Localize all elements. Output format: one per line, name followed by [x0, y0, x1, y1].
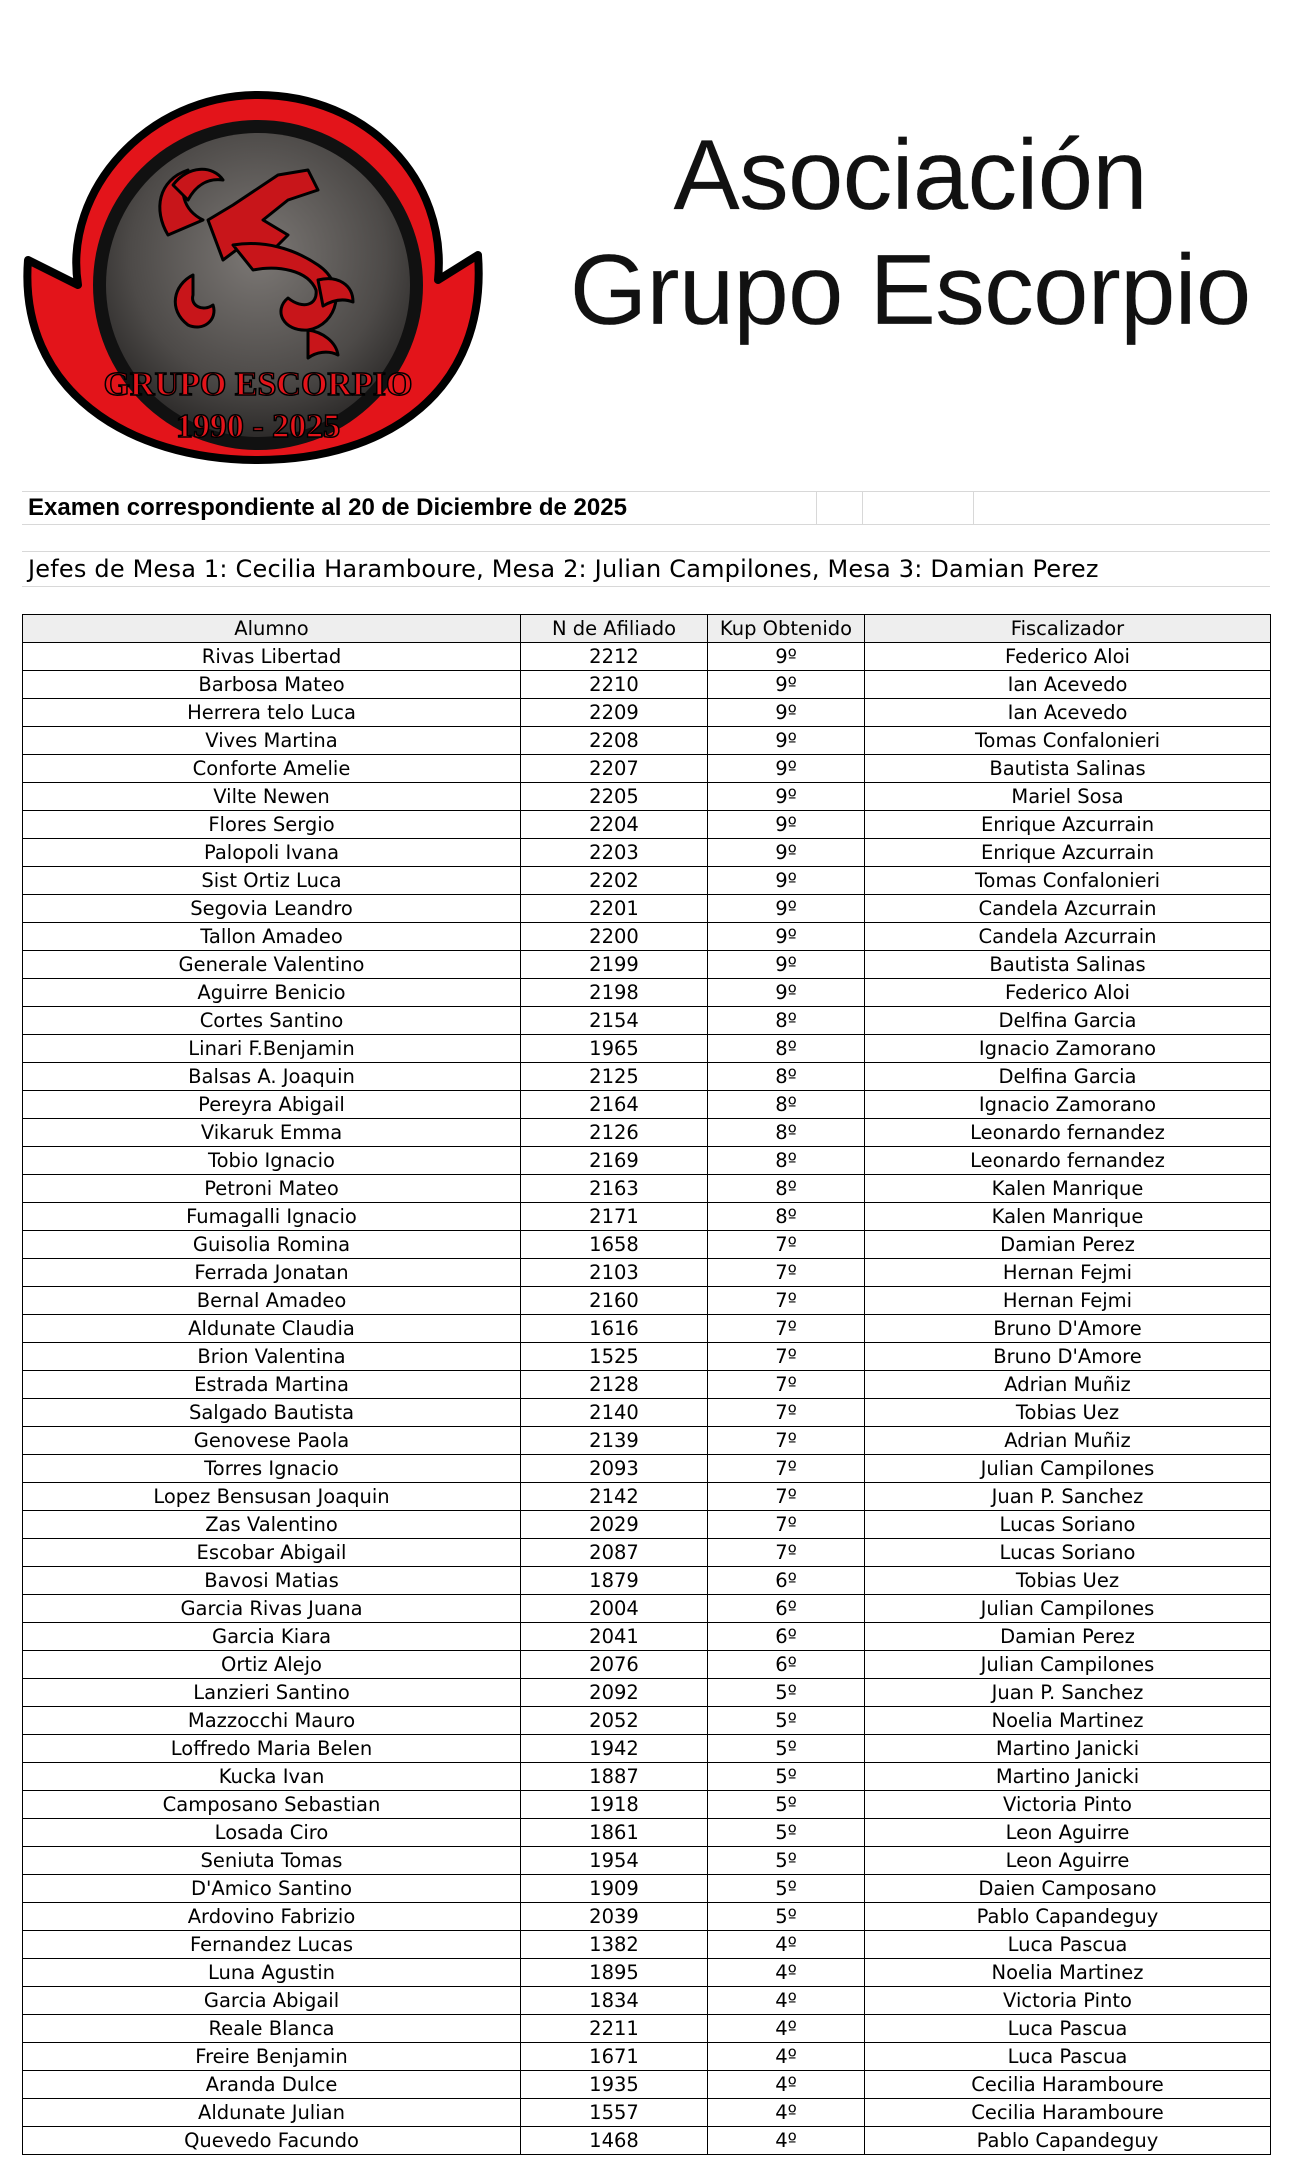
fiscalizador-cell: Cecilia Haramboure: [865, 2071, 1271, 2099]
fiscalizador-cell: Hernan Fejmi: [865, 1259, 1271, 1287]
fiscalizador-cell: Leonardo fernandez: [865, 1119, 1271, 1147]
kup-cell: 8º: [708, 1119, 865, 1147]
table-row: [23, 2099, 1271, 2127]
fiscalizador-cell: Julian Campilones: [865, 1651, 1271, 1679]
table-row: [23, 1315, 1271, 1343]
fiscalizador-cell: Candela Azcurrain: [865, 895, 1271, 923]
table-row: [23, 1427, 1271, 1455]
table-row: [23, 1259, 1271, 1287]
afiliado-cell: 2200: [521, 923, 708, 951]
kup-cell: 4º: [708, 2099, 865, 2127]
alumno-cell: Herrera telo Luca: [23, 699, 521, 727]
kup-cell: 5º: [708, 1763, 865, 1791]
afiliado-cell: 2209: [521, 699, 708, 727]
table-row: [23, 1091, 1271, 1119]
kup-cell: 5º: [708, 1735, 865, 1763]
fiscalizador-cell: Noelia Martinez: [865, 1959, 1271, 1987]
table-header-row: [23, 615, 1271, 643]
afiliado-cell: 2204: [521, 811, 708, 839]
afiliado-cell: 2199: [521, 951, 708, 979]
afiliado-cell: 2198: [521, 979, 708, 1007]
fiscalizador-cell: Luca Pascua: [865, 1931, 1271, 1959]
table-row: [23, 811, 1271, 839]
alumno-cell: Vikaruk Emma: [23, 1119, 521, 1147]
kup-cell: 7º: [708, 1511, 865, 1539]
table-row: [23, 2043, 1271, 2071]
fiscalizador-cell: Adrian Muñiz: [865, 1371, 1271, 1399]
afiliado-cell: 2039: [521, 1903, 708, 1931]
kup-cell: 5º: [708, 1875, 865, 1903]
table-row: [23, 1987, 1271, 2015]
kup-cell: 9º: [708, 755, 865, 783]
table-row: [23, 1707, 1271, 1735]
alumno-cell: Aldunate Julian: [23, 2099, 521, 2127]
fiscalizador-cell: Luca Pascua: [865, 2043, 1271, 2071]
afiliado-cell: 2142: [521, 1483, 708, 1511]
table-row: [23, 895, 1271, 923]
table-row: [23, 1819, 1271, 1847]
fiscalizador-cell: Ian Acevedo: [865, 671, 1271, 699]
afiliado-cell: 1954: [521, 1847, 708, 1875]
table-row: [23, 1931, 1271, 1959]
afiliado-cell: 2126: [521, 1119, 708, 1147]
table-row: [23, 2071, 1271, 2099]
alumno-cell: Lanzieri Santino: [23, 1679, 521, 1707]
alumno-cell: Balsas A. Joaquin: [23, 1063, 521, 1091]
afiliado-cell: 2160: [521, 1287, 708, 1315]
alumno-cell: Tallon Amadeo: [23, 923, 521, 951]
alumno-cell: Guisolia Romina: [23, 1231, 521, 1259]
kup-cell: 4º: [708, 2043, 865, 2071]
afiliado-cell: 2205: [521, 783, 708, 811]
table-row: [23, 1567, 1271, 1595]
afiliado-cell: 2052: [521, 1707, 708, 1735]
afiliado-cell: 1935: [521, 2071, 708, 2099]
kup-cell: 7º: [708, 1259, 865, 1287]
kup-cell: 8º: [708, 1147, 865, 1175]
table-row: [23, 643, 1271, 671]
kup-cell: 9º: [708, 839, 865, 867]
alumno-cell: Vives Martina: [23, 727, 521, 755]
alumno-cell: Luna Agustin: [23, 1959, 521, 1987]
table-row: [23, 699, 1271, 727]
fiscalizador-cell: Lucas Soriano: [865, 1539, 1271, 1567]
alumno-cell: Salgado Bautista: [23, 1399, 521, 1427]
table-row: [23, 1231, 1271, 1259]
table-row: [23, 727, 1271, 755]
title-line-1: Asociación: [673, 119, 1147, 231]
table-row: [23, 1511, 1271, 1539]
afiliado-cell: 1671: [521, 2043, 708, 2071]
afiliado-cell: 2092: [521, 1679, 708, 1707]
afiliado-cell: 2207: [521, 755, 708, 783]
kup-cell: 5º: [708, 1707, 865, 1735]
table-row: [23, 1035, 1271, 1063]
fiscalizador-cell: Bruno D'Amore: [865, 1343, 1271, 1371]
alumno-cell: D'Amico Santino: [23, 1875, 521, 1903]
table-row: [23, 1119, 1271, 1147]
afiliado-cell: 1861: [521, 1819, 708, 1847]
kup-cell: 4º: [708, 1987, 865, 2015]
fiscalizador-cell: Lucas Soriano: [865, 1511, 1271, 1539]
alumno-cell: Brion Valentina: [23, 1343, 521, 1371]
alumno-cell: Lopez Bensusan Joaquin: [23, 1483, 521, 1511]
alumno-cell: Vilte Newen: [23, 783, 521, 811]
kup-cell: 7º: [708, 1427, 865, 1455]
fiscalizador-cell: Damian Perez: [865, 1231, 1271, 1259]
header-fiscalizador: Fiscalizador: [865, 615, 1271, 643]
alumno-cell: Sist Ortiz Luca: [23, 867, 521, 895]
afiliado-cell: 2004: [521, 1595, 708, 1623]
kup-cell: 9º: [708, 951, 865, 979]
afiliado-cell: 2208: [521, 727, 708, 755]
table-row: [23, 2015, 1271, 2043]
table-row: [23, 1007, 1271, 1035]
table-row: [23, 1847, 1271, 1875]
afiliado-cell: 2202: [521, 867, 708, 895]
table-row: [23, 1371, 1271, 1399]
fiscalizador-cell: Cecilia Haramboure: [865, 2099, 1271, 2127]
fiscalizador-cell: Ian Acevedo: [865, 699, 1271, 727]
exam-title: Examen correspondiente al 20 de Diciembre de 2025: [22, 492, 817, 524]
alumno-cell: Linari F.Benjamin: [23, 1035, 521, 1063]
table-row: [23, 2127, 1271, 2155]
alumno-cell: Seniuta Tomas: [23, 1847, 521, 1875]
alumno-cell: Segovia Leandro: [23, 895, 521, 923]
alumno-cell: Camposano Sebastian: [23, 1791, 521, 1819]
logo-years: 1990 - 2025: [175, 408, 341, 445]
alumno-cell: Loffredo Maria Belen: [23, 1735, 521, 1763]
alumno-cell: Escobar Abigail: [23, 1539, 521, 1567]
kup-cell: 7º: [708, 1483, 865, 1511]
table-row: [23, 867, 1271, 895]
kup-cell: 9º: [708, 727, 865, 755]
afiliado-cell: 2139: [521, 1427, 708, 1455]
fiscalizador-cell: Ignacio Zamorano: [865, 1035, 1271, 1063]
afiliado-cell: 2125: [521, 1063, 708, 1091]
afiliado-cell: 2201: [521, 895, 708, 923]
fiscalizador-cell: Delfina Garcia: [865, 1007, 1271, 1035]
fiscalizador-cell: Tomas Confalonieri: [865, 867, 1271, 895]
kup-cell: 8º: [708, 1091, 865, 1119]
fiscalizador-cell: Leon Aguirre: [865, 1847, 1271, 1875]
afiliado-cell: 2041: [521, 1623, 708, 1651]
fiscalizador-cell: Enrique Azcurrain: [865, 839, 1271, 867]
alumno-cell: Reale Blanca: [23, 2015, 521, 2043]
alumno-cell: Garcia Abigail: [23, 1987, 521, 2015]
table-row: [23, 1203, 1271, 1231]
fiscalizador-cell: Tobias Uez: [865, 1567, 1271, 1595]
fiscalizador-cell: Kalen Manrique: [865, 1203, 1271, 1231]
alumno-cell: Aranda Dulce: [23, 2071, 521, 2099]
kup-cell: 6º: [708, 1623, 865, 1651]
table-row: [23, 1595, 1271, 1623]
table-row: [23, 1623, 1271, 1651]
table-row: [23, 1791, 1271, 1819]
kup-cell: 8º: [708, 1007, 865, 1035]
table-row: [23, 1539, 1271, 1567]
table-row: [23, 1735, 1271, 1763]
table-row: [23, 1483, 1271, 1511]
table-row: [23, 783, 1271, 811]
kup-cell: 5º: [708, 1847, 865, 1875]
fiscalizador-cell: Tobias Uez: [865, 1399, 1271, 1427]
table-row: [23, 1763, 1271, 1791]
table-row: [23, 1679, 1271, 1707]
afiliado-cell: 1616: [521, 1315, 708, 1343]
header-kup: Kup Obtenido: [708, 615, 865, 643]
kup-cell: 7º: [708, 1399, 865, 1427]
table-row: [23, 979, 1271, 1007]
kup-cell: 5º: [708, 1679, 865, 1707]
afiliado-cell: 2140: [521, 1399, 708, 1427]
kup-cell: 4º: [708, 2071, 865, 2099]
alumno-cell: Cortes Santino: [23, 1007, 521, 1035]
jefes-de-mesa: Jefes de Mesa 1: Cecilia Haramboure, Mesa 2: Julian Campilones, Mesa 3: Damian Perez: [22, 551, 1270, 586]
header-afiliado: N de Afiliado: [521, 615, 708, 643]
alumno-cell: Garcia Kiara: [23, 1623, 521, 1651]
afiliado-cell: 1965: [521, 1035, 708, 1063]
kup-cell: 9º: [708, 643, 865, 671]
fiscalizador-cell: Delfina Garcia: [865, 1063, 1271, 1091]
fiscalizador-cell: Julian Campilones: [865, 1595, 1271, 1623]
spacer-row: [22, 524, 1270, 551]
afiliado-cell: 1918: [521, 1791, 708, 1819]
alumno-cell: Kucka Ivan: [23, 1763, 521, 1791]
afiliado-cell: 2093: [521, 1455, 708, 1483]
empty-cell: [817, 492, 863, 524]
alumno-cell: Fumagalli Ignacio: [23, 1203, 521, 1231]
kup-cell: 6º: [708, 1651, 865, 1679]
afiliado-cell: 1658: [521, 1231, 708, 1259]
fiscalizador-cell: Bautista Salinas: [865, 951, 1271, 979]
association-title: [560, 118, 1260, 348]
alumno-cell: Zas Valentino: [23, 1511, 521, 1539]
fiscalizador-cell: Hernan Fejmi: [865, 1287, 1271, 1315]
alumno-cell: Genovese Paola: [23, 1427, 521, 1455]
alumno-cell: Tobio Ignacio: [23, 1147, 521, 1175]
kup-cell: 9º: [708, 699, 865, 727]
afiliado-cell: 2103: [521, 1259, 708, 1287]
kup-cell: 7º: [708, 1343, 865, 1371]
fiscalizador-cell: Federico Aloi: [865, 979, 1271, 1007]
kup-cell: 4º: [708, 2015, 865, 2043]
kup-cell: 8º: [708, 1035, 865, 1063]
kup-cell: 7º: [708, 1231, 865, 1259]
alumno-cell: Aldunate Claudia: [23, 1315, 521, 1343]
afiliado-cell: 2029: [521, 1511, 708, 1539]
afiliado-cell: 1887: [521, 1763, 708, 1791]
results-table: [22, 614, 1271, 2155]
fiscalizador-cell: Bruno D'Amore: [865, 1315, 1271, 1343]
kup-cell: 7º: [708, 1371, 865, 1399]
alumno-cell: Fernandez Lucas: [23, 1931, 521, 1959]
alumno-cell: Garcia Rivas Juana: [23, 1595, 521, 1623]
table-row: [23, 1343, 1271, 1371]
alumno-cell: Petroni Mateo: [23, 1175, 521, 1203]
table-row: [23, 839, 1271, 867]
afiliado-cell: 2154: [521, 1007, 708, 1035]
kup-cell: 9º: [708, 867, 865, 895]
table-row: [23, 1875, 1271, 1903]
fiscalizador-cell: Juan P. Sanchez: [865, 1483, 1271, 1511]
fiscalizador-cell: Luca Pascua: [865, 2015, 1271, 2043]
fiscalizador-cell: Victoria Pinto: [865, 1791, 1271, 1819]
kup-cell: 7º: [708, 1539, 865, 1567]
exam-sheet: [22, 491, 1270, 2155]
fiscalizador-cell: Pablo Capandeguy: [865, 1903, 1271, 1931]
kup-cell: 4º: [708, 1959, 865, 1987]
kup-cell: 5º: [708, 1791, 865, 1819]
alumno-cell: Bavosi Matias: [23, 1567, 521, 1595]
kup-cell: 9º: [708, 979, 865, 1007]
exam-title-row: [22, 491, 1270, 524]
kup-cell: 6º: [708, 1595, 865, 1623]
kup-cell: 5º: [708, 1903, 865, 1931]
fiscalizador-cell: Enrique Azcurrain: [865, 811, 1271, 839]
afiliado-cell: 1895: [521, 1959, 708, 1987]
afiliado-cell: 1468: [521, 2127, 708, 2155]
afiliado-cell: 1879: [521, 1567, 708, 1595]
alumno-cell: Barbosa Mateo: [23, 671, 521, 699]
kup-cell: 9º: [708, 671, 865, 699]
afiliado-cell: 1382: [521, 1931, 708, 1959]
alumno-cell: Ferrada Jonatan: [23, 1259, 521, 1287]
fiscalizador-cell: Pablo Capandeguy: [865, 2127, 1271, 2155]
alumno-cell: Ardovino Fabrizio: [23, 1903, 521, 1931]
afiliado-cell: 2169: [521, 1147, 708, 1175]
alumno-cell: Mazzocchi Mauro: [23, 1707, 521, 1735]
table-row: [23, 951, 1271, 979]
table-row: [23, 1175, 1271, 1203]
kup-cell: 4º: [708, 2127, 865, 2155]
alumno-cell: Flores Sergio: [23, 811, 521, 839]
afiliado-cell: 2171: [521, 1203, 708, 1231]
afiliado-cell: 2203: [521, 839, 708, 867]
afiliado-cell: 1557: [521, 2099, 708, 2127]
afiliado-cell: 2212: [521, 643, 708, 671]
spacer-row: [22, 586, 1270, 614]
table-row: [23, 1147, 1271, 1175]
kup-cell: 7º: [708, 1315, 865, 1343]
kup-cell: 5º: [708, 1819, 865, 1847]
fiscalizador-cell: Martino Janicki: [865, 1735, 1271, 1763]
table-row: [23, 923, 1271, 951]
logo-text: GRUPO ESCORPIO: [103, 366, 413, 403]
table-row: [23, 1287, 1271, 1315]
afiliado-cell: 2076: [521, 1651, 708, 1679]
table-row: [23, 1651, 1271, 1679]
kup-cell: 8º: [708, 1063, 865, 1091]
fiscalizador-cell: Martino Janicki: [865, 1763, 1271, 1791]
grupo-escorpio-logo: [18, 70, 483, 465]
fiscalizador-cell: Candela Azcurrain: [865, 923, 1271, 951]
kup-cell: 9º: [708, 895, 865, 923]
fiscalizador-cell: Bautista Salinas: [865, 755, 1271, 783]
kup-cell: 9º: [708, 783, 865, 811]
fiscalizador-cell: Leon Aguirre: [865, 1819, 1271, 1847]
kup-cell: 9º: [708, 923, 865, 951]
alumno-cell: Palopoli Ivana: [23, 839, 521, 867]
empty-cell: [863, 492, 974, 524]
fiscalizador-cell: Damian Perez: [865, 1623, 1271, 1651]
alumno-cell: Rivas Libertad: [23, 643, 521, 671]
fiscalizador-cell: Adrian Muñiz: [865, 1427, 1271, 1455]
afiliado-cell: 2163: [521, 1175, 708, 1203]
fiscalizador-cell: Federico Aloi: [865, 643, 1271, 671]
kup-cell: 7º: [708, 1455, 865, 1483]
fiscalizador-cell: Juan P. Sanchez: [865, 1679, 1271, 1707]
title-line-2: Grupo Escorpio: [569, 234, 1251, 346]
alumno-cell: Quevedo Facundo: [23, 2127, 521, 2155]
afiliado-cell: 2164: [521, 1091, 708, 1119]
alumno-cell: Bernal Amadeo: [23, 1287, 521, 1315]
table-row: [23, 671, 1271, 699]
table-row: [23, 1399, 1271, 1427]
afiliado-cell: 1525: [521, 1343, 708, 1371]
fiscalizador-cell: Kalen Manrique: [865, 1175, 1271, 1203]
kup-cell: 6º: [708, 1567, 865, 1595]
alumno-cell: Pereyra Abigail: [23, 1091, 521, 1119]
alumno-cell: Ortiz Alejo: [23, 1651, 521, 1679]
fiscalizador-cell: Victoria Pinto: [865, 1987, 1271, 2015]
fiscalizador-cell: Tomas Confalonieri: [865, 727, 1271, 755]
fiscalizador-cell: Ignacio Zamorano: [865, 1091, 1271, 1119]
afiliado-cell: 1909: [521, 1875, 708, 1903]
header-alumno: Alumno: [23, 615, 521, 643]
table-row: [23, 755, 1271, 783]
afiliado-cell: 2087: [521, 1539, 708, 1567]
alumno-cell: Torres Ignacio: [23, 1455, 521, 1483]
fiscalizador-cell: Daien Camposano: [865, 1875, 1271, 1903]
kup-cell: 8º: [708, 1175, 865, 1203]
table-row: [23, 1903, 1271, 1931]
alumno-cell: Generale Valentino: [23, 951, 521, 979]
afiliado-cell: 2211: [521, 2015, 708, 2043]
kup-cell: 4º: [708, 1931, 865, 1959]
alumno-cell: Conforte Amelie: [23, 755, 521, 783]
fiscalizador-cell: Noelia Martinez: [865, 1707, 1271, 1735]
alumno-cell: Estrada Martina: [23, 1371, 521, 1399]
kup-cell: 7º: [708, 1287, 865, 1315]
fiscalizador-cell: Julian Campilones: [865, 1455, 1271, 1483]
afiliado-cell: 2210: [521, 671, 708, 699]
alumno-cell: Aguirre Benicio: [23, 979, 521, 1007]
kup-cell: 8º: [708, 1203, 865, 1231]
afiliado-cell: 1942: [521, 1735, 708, 1763]
alumno-cell: Losada Ciro: [23, 1819, 521, 1847]
table-row: [23, 1063, 1271, 1091]
afiliado-cell: 1834: [521, 1987, 708, 2015]
table-row: [23, 1959, 1271, 1987]
table-row: [23, 1455, 1271, 1483]
fiscalizador-cell: Mariel Sosa: [865, 783, 1271, 811]
fiscalizador-cell: Leonardo fernandez: [865, 1147, 1271, 1175]
kup-cell: 9º: [708, 811, 865, 839]
afiliado-cell: 2128: [521, 1371, 708, 1399]
alumno-cell: Freire Benjamin: [23, 2043, 521, 2071]
